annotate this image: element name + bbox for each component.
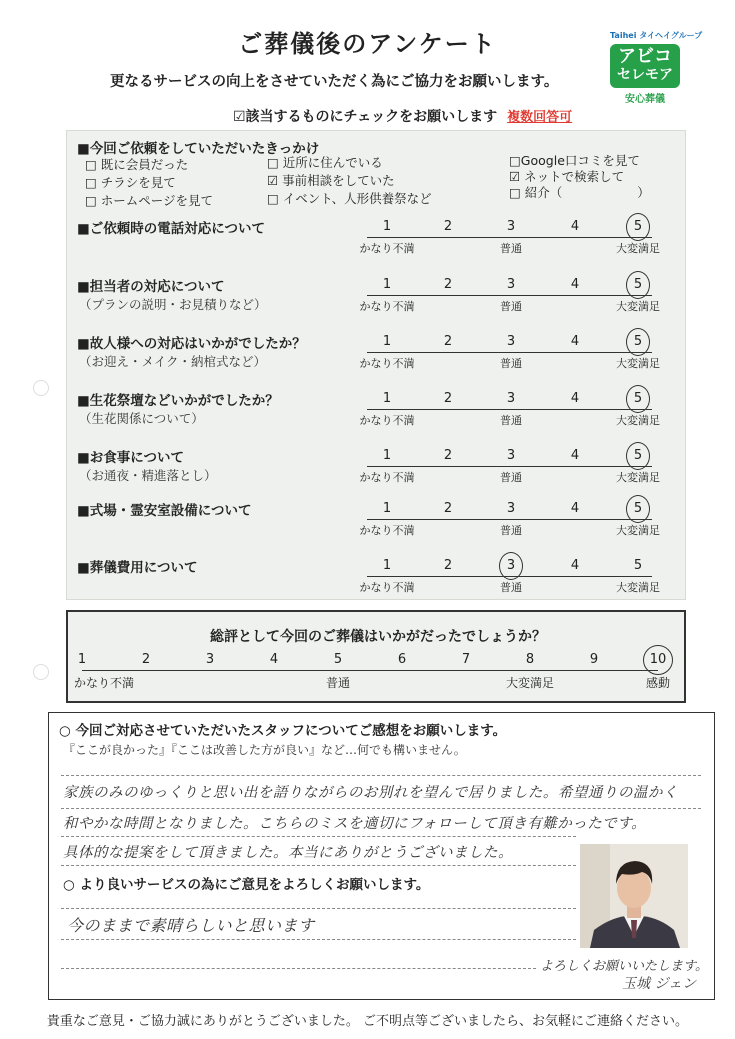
writing-line (61, 865, 576, 866)
writing-line (61, 908, 576, 909)
staff-feedback-question: ○ 今回ご対応させていただいたスタッフについてご感想をお願いします。 (59, 723, 507, 739)
rating-scale-label-low: かなり不満 (359, 414, 415, 427)
rating-scale-label-mid: 普通 (500, 242, 522, 255)
rating-scale-line (367, 352, 652, 353)
rating-scale-label-low: かなり不満 (359, 357, 415, 370)
rating-scale-label-low: かなり不満 (359, 471, 415, 484)
staff-portrait-illustration (580, 844, 688, 948)
rating-scale-line (367, 519, 652, 520)
overall-option-3[interactable]: 3 (205, 652, 215, 667)
rating-scale-label-low: かなり不満 (359, 300, 415, 313)
rating-option-4[interactable]: 4 (570, 277, 580, 292)
rating-question-subtitle: （お通夜・精進落とし） (79, 468, 217, 483)
overall-option-1[interactable]: 1 (77, 652, 87, 667)
writing-line (61, 968, 536, 969)
page-subtitle: 更なるサービスの向上をさせていただく為にご協力をお願いします。 (110, 74, 559, 90)
option-net-search[interactable]: ☑ ネットで検索して (509, 169, 625, 184)
rating-option-4[interactable]: 4 (570, 448, 580, 463)
staff-feedback-note: 『ここが良かった』『ここは改善した方が良い』など…何でも構いません。 (63, 743, 466, 757)
rating-option-5[interactable]: 5 (633, 391, 643, 406)
rating-scale-label-high: 大変満足 (616, 300, 660, 313)
overall-option-9[interactable]: 9 (589, 652, 599, 667)
rating-option-3[interactable]: 3 (506, 391, 516, 406)
overall-option-6[interactable]: 6 (397, 652, 407, 667)
rating-scale-label-high: 大変満足 (616, 581, 660, 594)
option-existing-member[interactable]: □ 既に会員だった (85, 157, 189, 172)
staff-feedback-answer-line2[interactable]: 和やかな時間となりました。こちらのミスを適切にフォローして頂き有難かったです。 (63, 816, 647, 832)
rating-scale-label-high: 大変満足 (616, 357, 660, 370)
service-improvement-question: ○ より良いサービスの為にご意見をよろしくお願いします。 (63, 877, 430, 893)
rating-question-subtitle: （生花関係について） (79, 411, 204, 426)
logo-box (610, 44, 680, 88)
rating-option-3[interactable]: 3 (506, 558, 516, 573)
writing-line (61, 775, 701, 776)
rating-scale-label-low: かなり不満 (359, 242, 415, 255)
survey-section (66, 130, 686, 600)
rating-option-1[interactable]: 1 (382, 501, 392, 516)
rating-scale-label-mid: 普通 (500, 471, 522, 484)
rating-option-1[interactable]: 1 (382, 219, 392, 234)
rating-option-5[interactable]: 5 (633, 558, 643, 573)
rating-option-2[interactable]: 2 (443, 448, 453, 463)
logo-brand: Taihei タイヘイグループ (610, 31, 703, 40)
staff-message: よろしくお願いいたします。 (540, 959, 708, 974)
rating-question-title: ■故人様への対応はいかがでしたか？ (77, 336, 306, 352)
rating-question-title: ■葬儀費用について (77, 560, 198, 576)
service-improvement-answer[interactable]: 今のままで素晴らしいと思います (67, 916, 315, 935)
multiple-answer-note: 複数回答可 (507, 110, 573, 125)
rating-option-3[interactable]: 3 (506, 219, 516, 234)
rating-option-5[interactable]: 5 (633, 448, 643, 463)
rating-option-2[interactable]: 2 (443, 558, 453, 573)
rating-scale-line (367, 295, 652, 296)
staff-feedback-answer-line1[interactable]: 家族のみのゆっくりと思い出を語りながらのお別れを望んで居りました。希望通りの温かく (63, 785, 678, 801)
check-instruction-text: ☑該当するものにチェックをお願いします (233, 109, 498, 125)
writing-line (61, 939, 576, 940)
rating-scale-label-mid: 普通 (500, 524, 522, 537)
rating-option-1[interactable]: 1 (382, 391, 392, 406)
overall-option-5[interactable]: 5 (333, 652, 343, 667)
punch-hole-bottom (33, 664, 49, 680)
rating-option-3[interactable]: 3 (506, 277, 516, 292)
writing-line (61, 808, 701, 809)
rating-question-title: ■式場・霊安室設備について (77, 503, 252, 519)
option-flyer[interactable]: □ チラシを見て (85, 175, 176, 190)
rating-option-4[interactable]: 4 (570, 558, 580, 573)
rating-option-2[interactable]: 2 (443, 334, 453, 349)
rating-scale-label-mid: 普通 (500, 414, 522, 427)
overall-option-10[interactable]: 10 (649, 652, 667, 667)
rating-option-2[interactable]: 2 (443, 219, 453, 234)
logo-line1: アビコ (618, 46, 672, 67)
overall-question: 総評として今回のご葬儀はいかがだったでしょうか？ (210, 629, 546, 645)
option-event[interactable]: □ イベント、人形供養祭など (267, 191, 432, 206)
rating-scale-line (367, 466, 652, 467)
rating-option-5[interactable]: 5 (633, 219, 643, 234)
rating-question-subtitle: （お迎え・メイク・納棺式など） (79, 354, 267, 369)
option-nearby[interactable]: □ 近所に住んでいる (267, 155, 383, 170)
punch-hole-top (33, 380, 49, 396)
overall-scale-line (82, 670, 658, 671)
rating-option-2[interactable]: 2 (443, 501, 453, 516)
rating-option-4[interactable]: 4 (570, 219, 580, 234)
option-google-review[interactable]: □Google口コミを見て (509, 153, 640, 168)
rating-option-5[interactable]: 5 (633, 277, 643, 292)
rating-scale-label-low: かなり不満 (359, 581, 415, 594)
overall-option-2[interactable]: 2 (141, 652, 151, 667)
overall-option-7[interactable]: 7 (461, 652, 471, 667)
overall-option-8[interactable]: 8 (525, 652, 535, 667)
rating-option-4[interactable]: 4 (570, 334, 580, 349)
rating-option-3[interactable]: 3 (506, 448, 516, 463)
rating-scale-label-mid: 普通 (500, 581, 522, 594)
rating-scale-label-high: 大変満足 (616, 471, 660, 484)
logo-line2: セレモア (617, 67, 673, 83)
rating-option-4[interactable]: 4 (570, 501, 580, 516)
overall-label-top: 感動 (645, 676, 671, 690)
logo-tagline: 安心葬儀 (625, 94, 665, 105)
rating-option-4[interactable]: 4 (570, 391, 580, 406)
option-homepage[interactable]: □ ホームページを見て (85, 193, 214, 208)
rating-scale-label-high: 大変満足 (616, 414, 660, 427)
check-instruction (233, 106, 572, 126)
overall-option-4[interactable]: 4 (269, 652, 279, 667)
rating-scale-label-mid: 普通 (500, 357, 522, 370)
rating-option-3[interactable]: 3 (506, 501, 516, 516)
rating-scale-label-high: 大変満足 (616, 242, 660, 255)
rating-option-3[interactable]: 3 (506, 334, 516, 349)
overall-label-high: 大変満足 (505, 676, 555, 690)
rating-option-2[interactable]: 2 (443, 277, 453, 292)
writing-line (61, 836, 576, 837)
rating-scale-label-high: 大変満足 (616, 524, 660, 537)
rating-question-title: ■ご依頼時の電話対応について (77, 221, 265, 237)
rating-option-5[interactable]: 5 (633, 334, 643, 349)
option-prior-consult[interactable]: ☑ 事前相談をしていた (267, 173, 395, 188)
rating-question-title: ■お食事について (77, 450, 184, 466)
rating-scale-line (367, 576, 652, 577)
rating-scale-line (367, 237, 652, 238)
rating-option-5[interactable]: 5 (633, 501, 643, 516)
rating-option-1[interactable]: 1 (382, 558, 392, 573)
rating-option-1[interactable]: 1 (382, 448, 392, 463)
rating-option-1[interactable]: 1 (382, 334, 392, 349)
rating-scale-label-mid: 普通 (500, 300, 522, 313)
rating-scale-label-low: かなり不満 (359, 524, 415, 537)
rating-scale-line (367, 409, 652, 410)
overall-label-mid: 普通 (325, 676, 351, 690)
overall-label-low: かなり不満 (73, 676, 135, 690)
overall-section (66, 610, 686, 703)
option-referral[interactable]: □ 紹介（ ） (509, 185, 650, 200)
footer-message: 貴重なご意見・ご協力誠にありがとうございました。 ご不明点等ございましたら、お気軽にご連絡ください。 (46, 1014, 689, 1029)
staff-name: 玉城 ジェン (622, 976, 697, 992)
rating-option-1[interactable]: 1 (382, 277, 392, 292)
page-title: ご葬儀後のアンケート (238, 30, 497, 58)
rating-question-title: ■生花祭壇などいかがでしたか？ (77, 393, 279, 409)
trigger-question-title: ■今回ご依頼をしていただいたきっかけ (77, 141, 320, 157)
company-logo (610, 30, 703, 112)
staff-photo (580, 844, 688, 948)
rating-question-subtitle: （プランの説明・お見積りなど） (79, 297, 267, 312)
staff-feedback-answer-line3[interactable]: 具体的な提案をして頂きました。本当にありがとうございました。 (63, 845, 513, 861)
rating-option-2[interactable]: 2 (443, 391, 453, 406)
rating-question-title: ■担当者の対応について (77, 279, 225, 295)
